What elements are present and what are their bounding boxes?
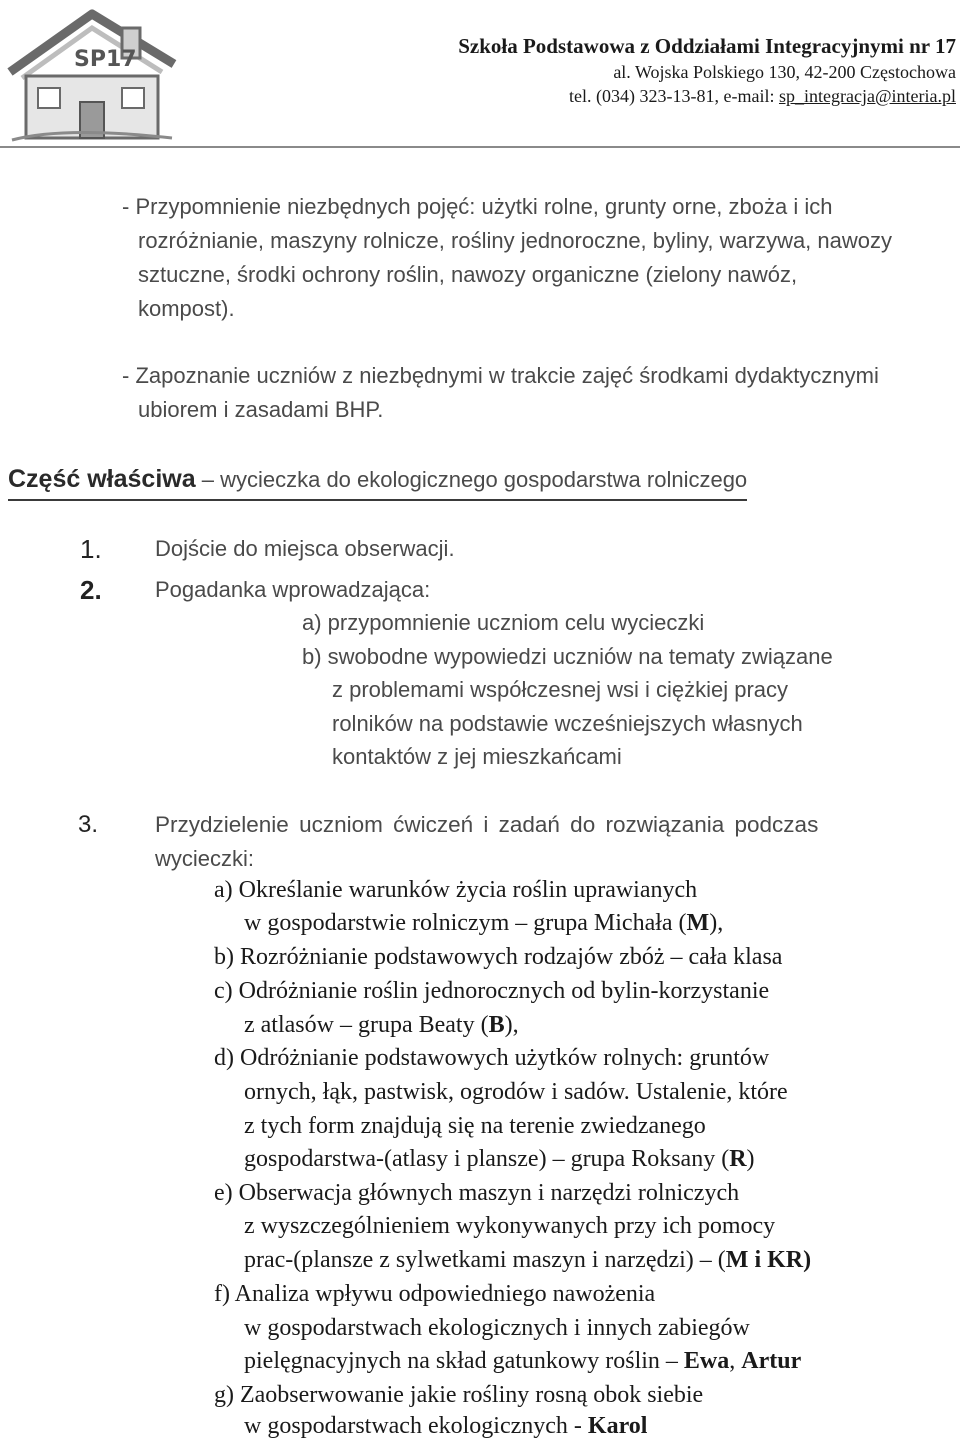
task-f-line1: f) Analiza wpływu odpowiedniego nawożenia [214,1281,656,1307]
task-f-line2: w gospodarstwach ekologicznych i innych zabiegów [244,1315,750,1341]
item-number-2: 2. [80,575,102,605]
item-1-text: Dojście do miejsca obserwacji. [155,536,455,561]
school-house-logo [4,6,180,144]
school-contact [200,84,956,108]
item-number-3: 3. [78,811,99,838]
task-e-line2: z wyszczególnieniem wykonywanych przy ich pomocy [244,1213,776,1239]
intro-paragraph-concepts: - Przypomnienie niezbędnych pojęć: użytki rolne, grunty orne, zboża i ich rozróżnianie, maszyny rolnicze, rośliny jednoroczne, byliny, warzywa, nawozy sztuczne, środki ochrony roślin, nawozy organiczne (zielony nawóz, kompost). [122,194,893,321]
task-g-line2 [244,1413,647,1440]
school-info [200,32,956,108]
item-2-text: Pogadanka wprowadzająca: [155,577,431,602]
group-m-marker: M [686,910,710,936]
group-r-marker: R [729,1146,747,1172]
task-b: b) Rozróżnianie podstawowych rodzajów zbóż – cała klasa [214,944,783,970]
task-e-line3 [244,1247,811,1274]
task-c-end: ), [504,1012,519,1038]
task-c-line1: c) Odróżnianie roślin jednorocznych od bylin-korzystanie [214,978,770,1004]
item-2-b-line3: rolników na podstawie wcześniejszych własnych [332,711,803,736]
task-g-line1: g) Zaobserwowanie jakie rośliny rosną obok siebie [214,1382,704,1408]
school-name: Szkoła Podstawowa z Oddziałami Integracyjnymi nr 17 [458,34,956,58]
svg-text:SP17: SP17 [74,47,137,72]
task-e-line1: e) Obserwacja głównych maszyn i narzędzi rolniczych [214,1180,740,1206]
task-d-text: gospodarstwa-(atlasy i plansze) – grupa Roksany ( [244,1146,730,1172]
task-d-line3: z tych form znajdują się na terenie zwiedzanego [244,1113,706,1139]
task-f-line3 [244,1348,801,1375]
group-kr-marker: KR) [767,1247,812,1273]
item-3-text-line2: wycieczki: [155,846,255,871]
school-address: al. Wojska Polskiego 130, 42-200 Częstochowa [613,62,956,82]
student-karol: Karol [587,1413,648,1439]
email-link[interactable]: sp_integracja@interia.pl [778,86,956,106]
intro-paragraph-bhp: - Zapoznanie uczniów z niezbędnymi w trakcie zajęć środkami dydaktycznymi ubiorem i zasadami BHP. [122,363,879,422]
item-2-a: a) przypomnienie uczniom celu wycieczki [302,610,705,635]
task-d-line2: ornych, łąk, pastwisk, ogrodów i sadów. Ustalenie, które [244,1079,788,1105]
section-title: Część właściwa [8,465,196,493]
letterhead [0,0,960,148]
task-e-and: i [748,1247,768,1273]
student-artur: Artur [741,1348,802,1374]
task-f-sep: , [729,1348,742,1374]
header-divider [0,146,960,148]
task-e-text: prac-(plansze z sylwetkami maszyn i narzędzi) – ( [244,1247,726,1273]
section-description: – wycieczka do ekologicznego gospodarstwa rolniczego [195,467,748,492]
task-a-end: ), [709,910,724,936]
task-d-end: ) [746,1146,755,1172]
phone-text: tel. (034) 323-13-81, e-mail: [569,86,779,106]
item-number-1: 1. [80,534,102,564]
task-f-text: pielęgnacyjnych na skład gatunkowy roślin – [244,1348,684,1374]
item-2-b-line1: b) swobodne wypowiedzi uczniów na tematy związane [302,644,833,669]
task-a-text: w gospodarstwie rolniczym – grupa Michała ( [244,910,687,936]
task-d-line1: d) Odróżnianie podstawowych użytków rolnych: gruntów [214,1045,770,1071]
task-c-text: z atlasów – grupa Beaty ( [244,1012,489,1038]
group-m-marker-2: M [725,1247,749,1273]
task-a-line2 [244,910,723,937]
student-ewa: Ewa [683,1348,730,1374]
group-b-marker: B [488,1012,505,1038]
task-d-line4 [244,1146,755,1173]
task-c-line2 [244,1012,519,1039]
item-3-text-line1: Przydzielenie uczniom ćwiczeń i zadań do rozwiązania podczas [155,812,819,837]
task-g-text: w gospodarstwach ekologicznych - [244,1413,588,1439]
item-2-b-line4: kontaktów z jej mieszkańcami [332,744,622,769]
item-2-b-line2: z problemami współczesnej wsi i ciężkiej pracy [332,677,789,702]
section-heading [8,463,747,501]
task-a-line1: a) Określanie warunków życia roślin uprawianych [214,877,698,903]
